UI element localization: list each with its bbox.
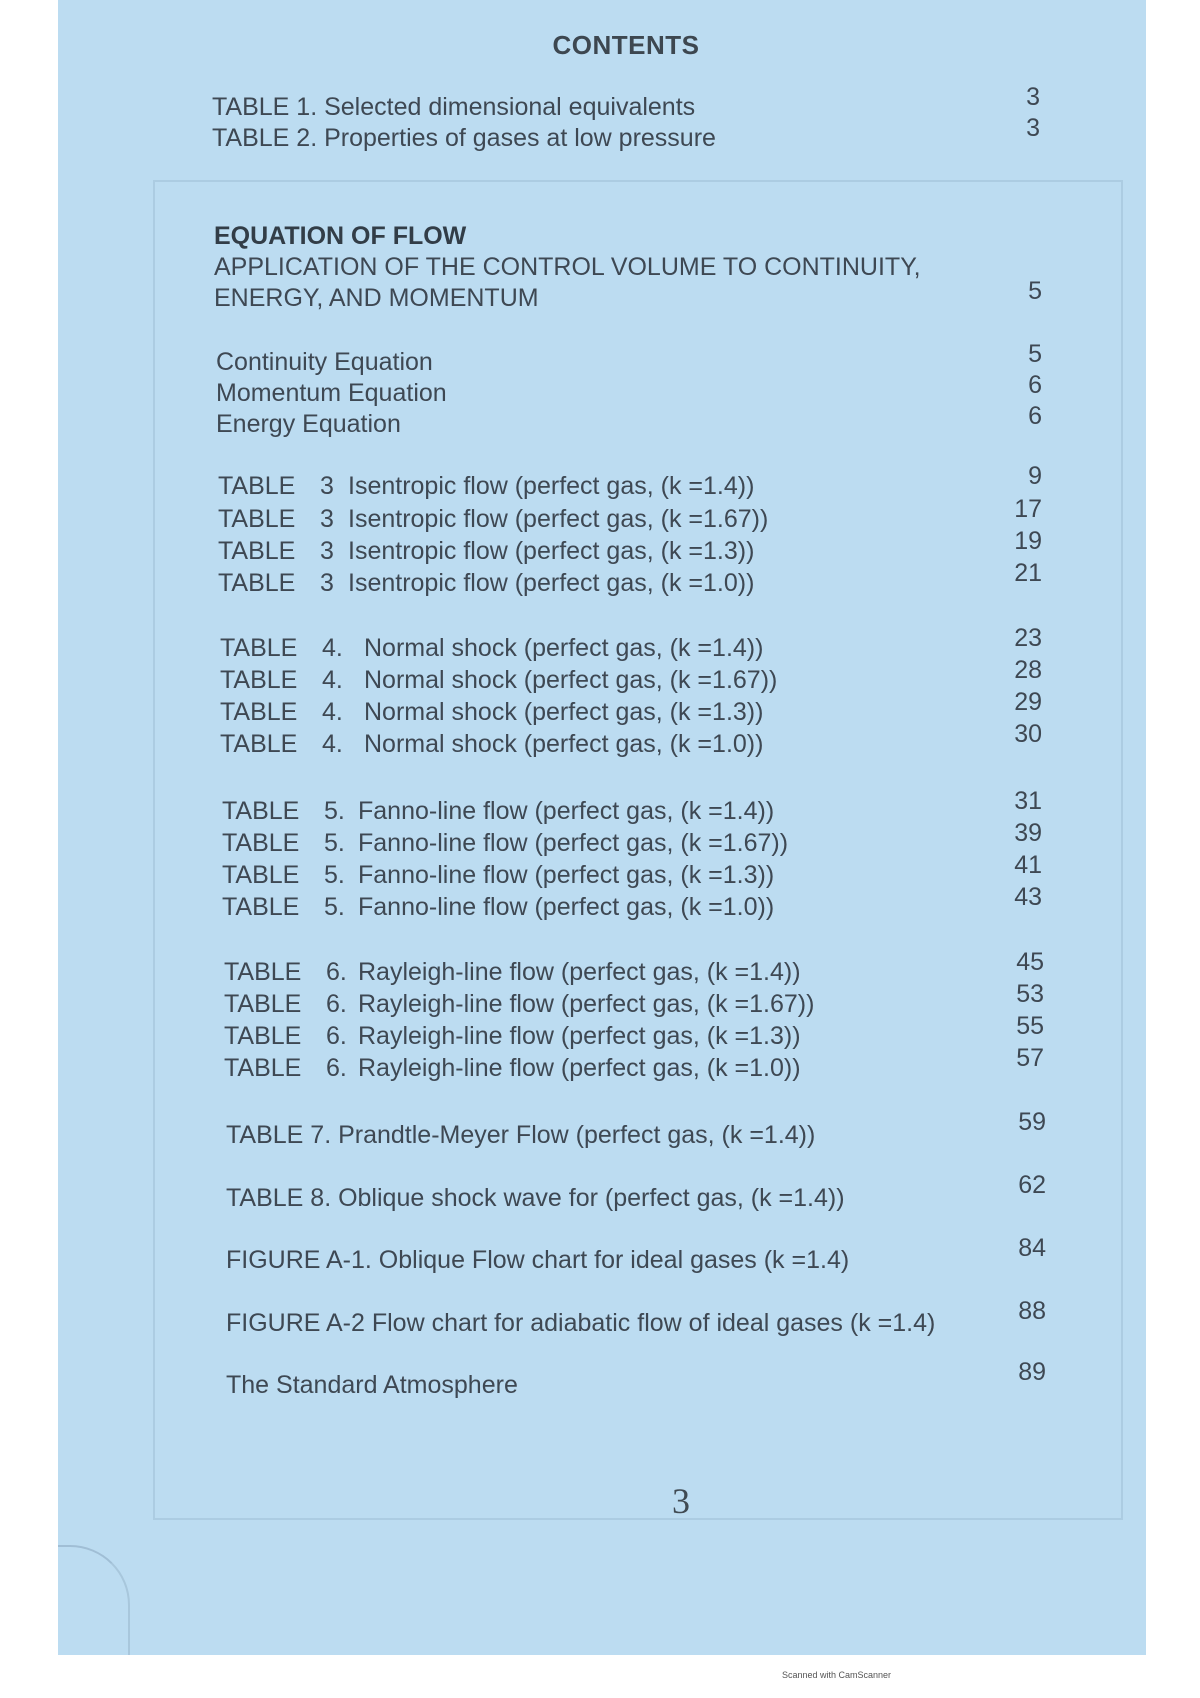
toc-entry: [218, 537, 754, 566]
toc-entry: Continuity Equation: [216, 348, 433, 376]
entry-number: 4.: [322, 634, 343, 662]
toc-page-number: 6: [1028, 402, 1042, 430]
entry-description: Fanno-line flow (perfect gas, (k =1.4)): [358, 797, 775, 825]
toc-entry: Energy Equation: [216, 410, 401, 438]
entry-number: 3: [320, 537, 334, 565]
toc-entry: [222, 797, 774, 826]
entry-number: 5.: [324, 861, 345, 889]
entry-label: TABLE: [222, 861, 300, 889]
toc-page-number: 5: [1028, 340, 1042, 368]
toc-entry: [220, 634, 763, 663]
toc-entry: [220, 730, 763, 759]
entry-label: TABLE: [220, 666, 298, 694]
toc-entry: [218, 569, 754, 598]
toc-page-number: 43: [1014, 883, 1042, 911]
entry-description: Normal shock (perfect gas, (k =1.4)): [364, 634, 764, 662]
entry-description: Rayleigh-line flow (perfect gas, (k =1.67)): [358, 990, 815, 1018]
toc-page-number: 21: [1014, 559, 1042, 587]
entry-description: Fanno-line flow (perfect gas, (k =1.3)): [358, 861, 775, 889]
entry-number: 4.: [322, 666, 343, 694]
toc-page-number: 23: [1014, 624, 1042, 652]
entry-number: 3: [320, 505, 334, 533]
entry-description: Fanno-line flow (perfect gas, (k =1.67)): [358, 829, 789, 857]
section-heading: EQUATION OF FLOW: [214, 222, 467, 250]
entry-description: Isentropic flow (perfect gas, (k =1.0)): [348, 569, 755, 597]
section-subheading-line2: ENERGY, AND MOMENTUM: [214, 284, 539, 312]
toc-page-number: 57: [1016, 1044, 1044, 1072]
toc-entry: Momentum Equation: [216, 379, 447, 407]
entry-label: TABLE: [220, 730, 298, 758]
entry-label: TABLE: [220, 698, 298, 726]
toc-entry: [224, 1054, 801, 1083]
toc-entry: [224, 1022, 801, 1051]
toc-page-number: 19: [1014, 527, 1042, 555]
entry-description: Isentropic flow (perfect gas, (k =1.3)): [348, 537, 755, 565]
toc-page-number: 62: [1018, 1171, 1046, 1199]
entry-number: 6.: [326, 958, 347, 986]
entry-number: 6.: [326, 1022, 347, 1050]
entry-description: Normal shock (perfect gas, (k =1.0)): [364, 730, 764, 758]
toc-page-number: 3: [1026, 83, 1040, 111]
entry-number: 6.: [326, 990, 347, 1018]
page-curl: [58, 1545, 130, 1655]
toc-page-number: 6: [1028, 371, 1042, 399]
entry-number: 4.: [322, 698, 343, 726]
toc-entry: [218, 505, 768, 534]
toc-page-number: 84: [1018, 1234, 1046, 1262]
entry-label: TABLE: [218, 537, 296, 565]
entry-description: Rayleigh-line flow (perfect gas, (k =1.4)): [358, 958, 801, 986]
toc-page-number: 53: [1016, 980, 1044, 1008]
entry-label: TABLE: [220, 634, 298, 662]
entry-description: Fanno-line flow (perfect gas, (k =1.0)): [358, 893, 775, 921]
entry-label: TABLE: [222, 797, 300, 825]
toc-page-number: 39: [1014, 819, 1042, 847]
entry-label: TABLE: [224, 990, 302, 1018]
entry-label: TABLE: [222, 893, 300, 921]
toc-entry-text: TABLE 1. Selected dimensional equivalents: [212, 93, 696, 121]
section-subheading-line1: APPLICATION OF THE CONTROL VOLUME TO CONTINUITY,: [214, 253, 921, 281]
toc-page-number: 41: [1014, 851, 1042, 879]
contents-title: CONTENTS: [552, 30, 700, 60]
entry-label: TABLE: [222, 829, 300, 857]
entry-label: TABLE: [224, 958, 302, 986]
toc-entry: [224, 990, 814, 1019]
entry-description: Isentropic flow (perfect gas, (k =1.4)): [348, 472, 755, 500]
toc-page-number: 3: [1026, 114, 1040, 142]
entry-number: 4.: [322, 730, 343, 758]
page-number: 3: [672, 1481, 690, 1521]
toc-entry: [222, 893, 774, 922]
scanner-watermark: Scanned with CamScanner: [782, 1670, 892, 1680]
toc-page-number: 45: [1016, 948, 1044, 976]
toc-entry: [222, 829, 788, 858]
toc-page-number: 28: [1014, 656, 1042, 684]
toc-entry: [220, 698, 763, 727]
toc-entry: The Standard Atmosphere: [226, 1371, 518, 1399]
entry-label: TABLE: [224, 1022, 302, 1050]
entry-description: Normal shock (perfect gas, (k =1.3)): [364, 698, 764, 726]
entry-number: 5.: [324, 893, 345, 921]
entry-description: Rayleigh-line flow (perfect gas, (k =1.3)): [358, 1022, 801, 1050]
toc-page-number: 29: [1014, 688, 1042, 716]
toc-entry: FIGURE A-1. Oblique Flow chart for ideal gases (k =1.4): [226, 1246, 850, 1274]
entry-label: TABLE: [218, 505, 296, 533]
toc-page-number: 30: [1014, 720, 1042, 748]
toc-page-number: 59: [1018, 1108, 1046, 1136]
toc-entry-text: TABLE 2. Properties of gases at low pressure: [212, 124, 716, 152]
entry-description: Rayleigh-line flow (perfect gas, (k =1.0)): [358, 1054, 801, 1082]
toc-page-number: 55: [1016, 1012, 1044, 1040]
entry-label: TABLE: [218, 569, 296, 597]
toc-entry: [224, 958, 801, 987]
toc-page-number: 31: [1014, 787, 1042, 815]
toc-page-number: 9: [1028, 462, 1042, 490]
entry-number: 3: [320, 472, 334, 500]
entry-number: 5.: [324, 797, 345, 825]
toc-entry: [220, 666, 777, 695]
entry-number: 3: [320, 569, 334, 597]
toc-page-number: 88: [1018, 1297, 1046, 1325]
toc-entry: FIGURE A-2 Flow chart for adiabatic flow of ideal gases (k =1.4): [226, 1309, 936, 1337]
toc-entry: [212, 124, 716, 153]
entry-number: 6.: [326, 1054, 347, 1082]
toc-page-number: 89: [1018, 1358, 1046, 1386]
entry-description: Isentropic flow (perfect gas, (k =1.67)): [348, 505, 769, 533]
entry-label: TABLE: [218, 472, 296, 500]
entry-label: TABLE: [224, 1054, 302, 1082]
entry-description: Normal shock (perfect gas, (k =1.67)): [364, 666, 778, 694]
entry-number: 5.: [324, 829, 345, 857]
toc-entry: [222, 861, 774, 890]
toc-page-number: 5: [1028, 277, 1042, 305]
toc-page-number: 17: [1014, 495, 1042, 523]
toc-entry: TABLE 7. Prandtle-Meyer Flow (perfect gas, (k =1.4)): [226, 1121, 816, 1149]
toc-entry: [218, 472, 754, 501]
toc-entry: TABLE 8. Oblique shock wave for (perfect gas, (k =1.4)): [226, 1184, 845, 1212]
toc-entry: [212, 93, 695, 122]
